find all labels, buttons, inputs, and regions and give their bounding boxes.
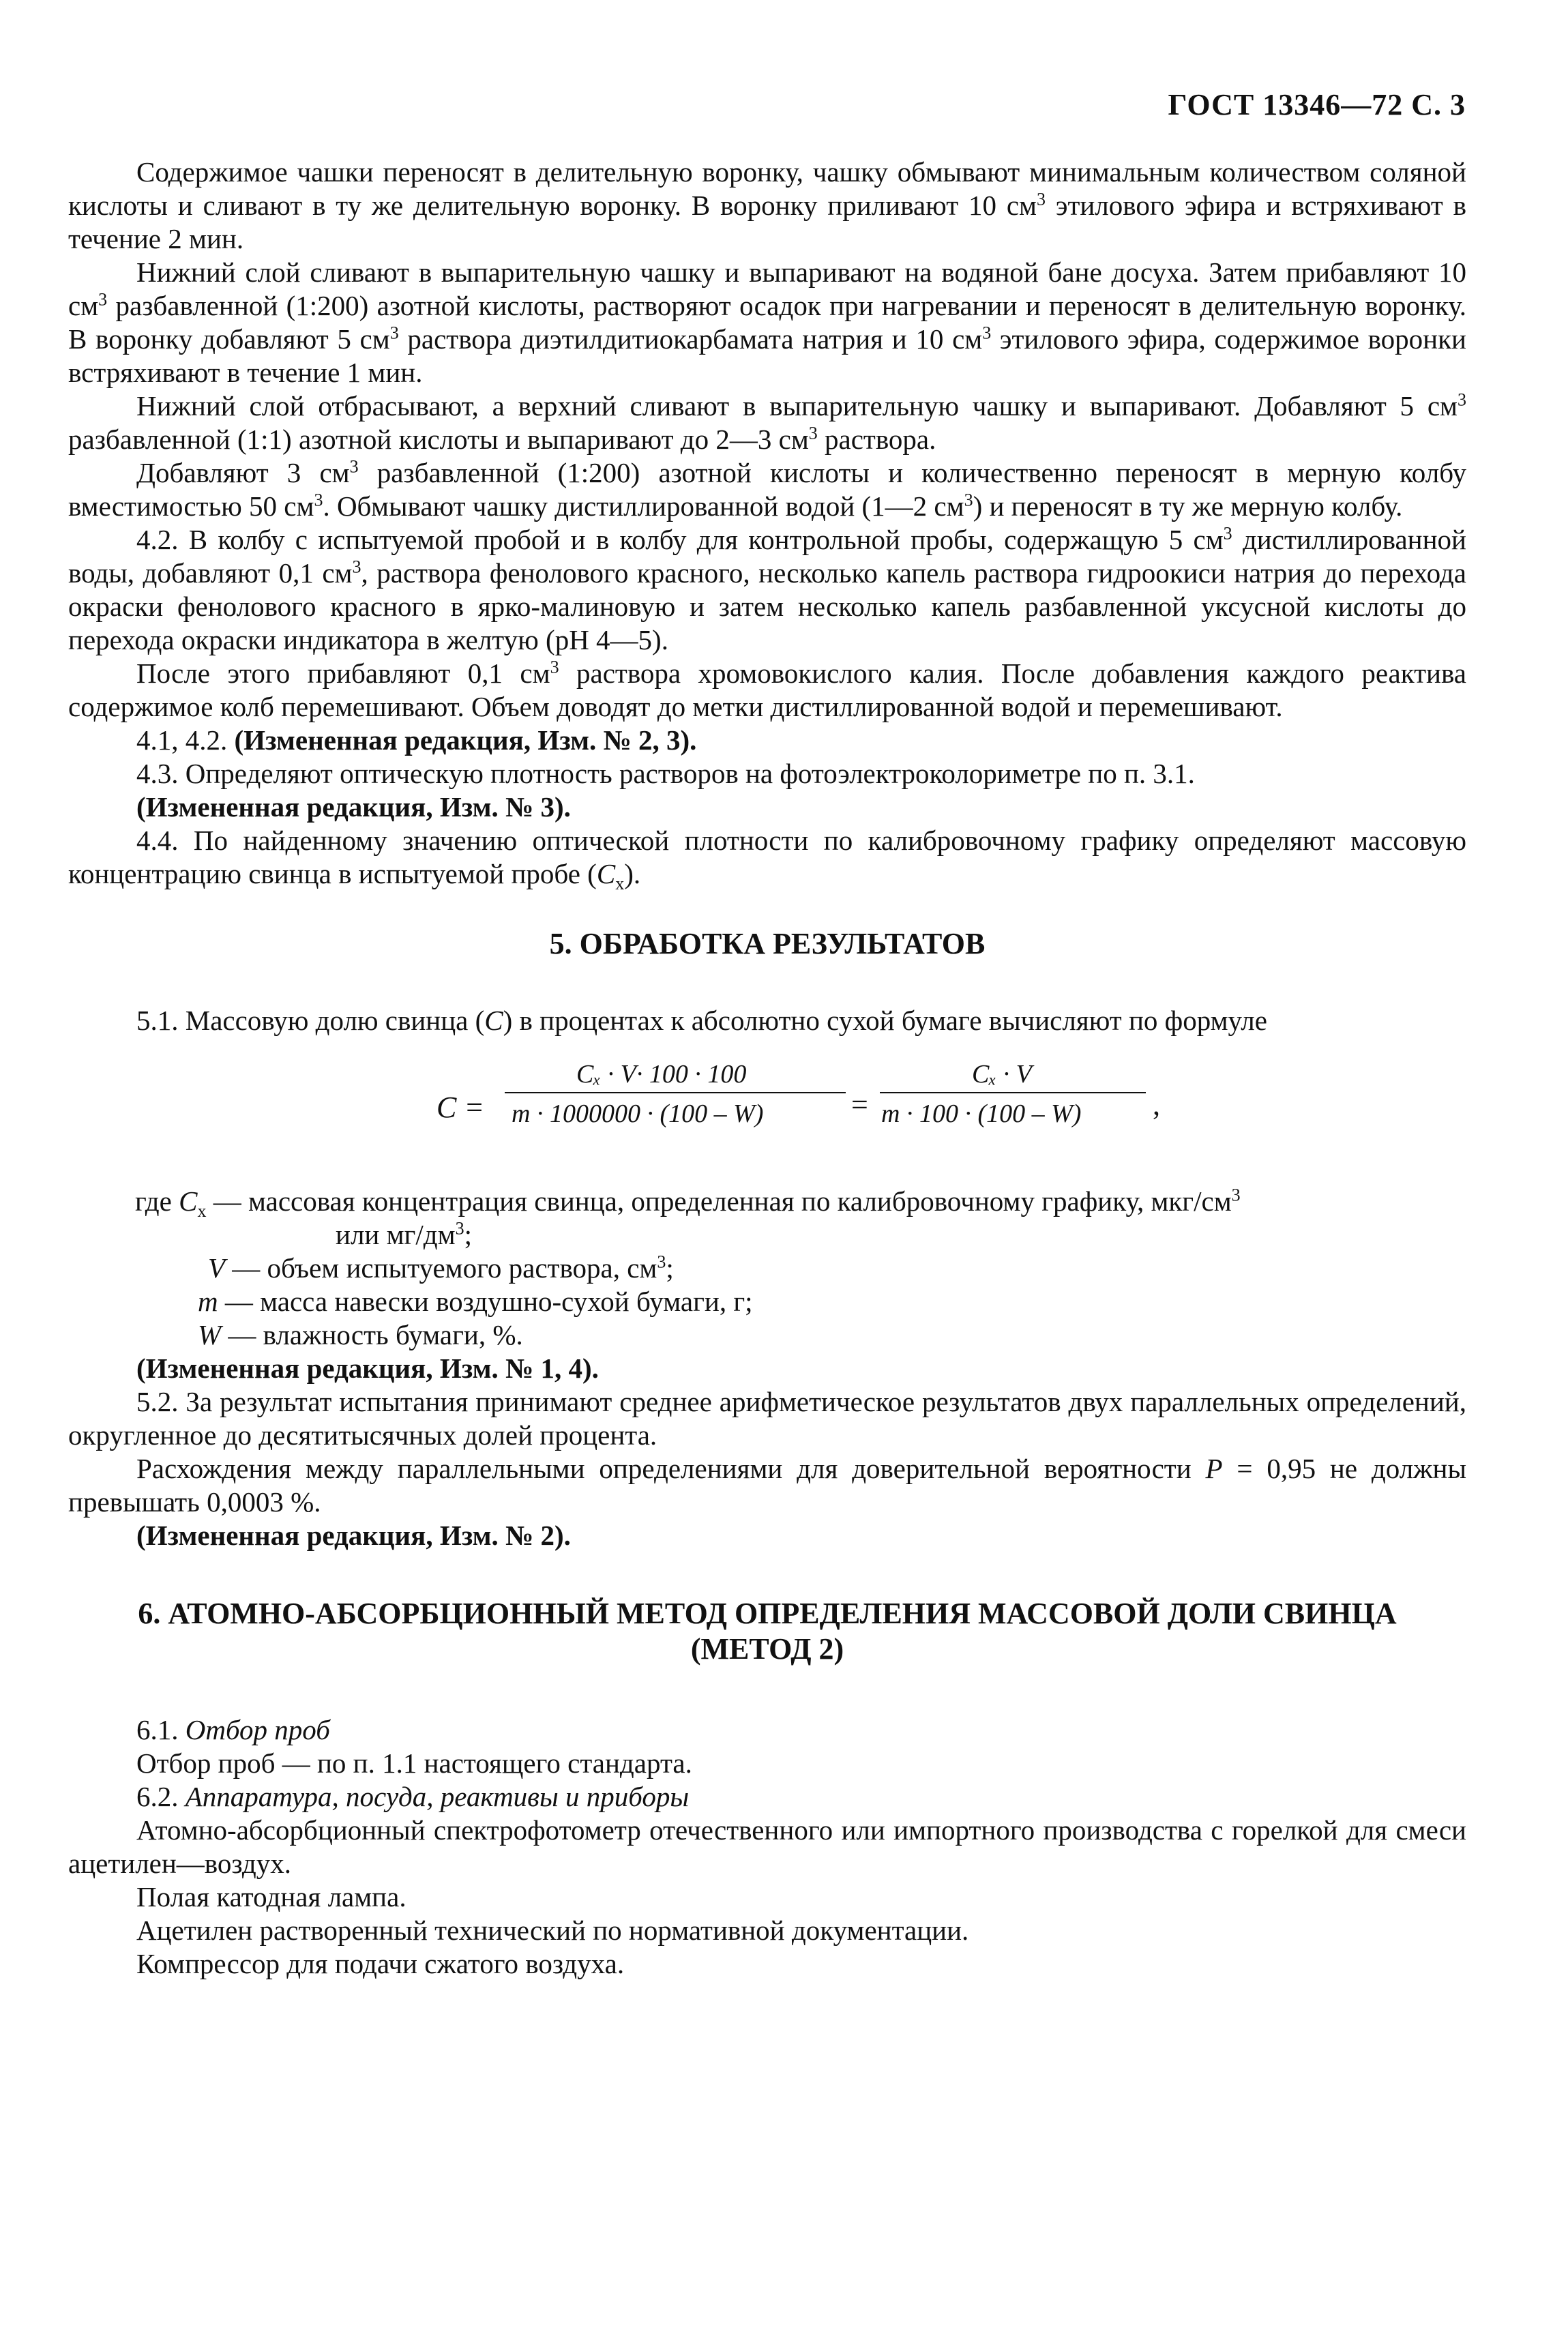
section-title-block — [68, 1596, 1466, 1667]
legend-row: где $C_x$ — массовая концентрация свинца, определенная по калибровочному графику, мкг/$см^3$ — [135, 1185, 1241, 1222]
paragraph: 4.2. В колбу с испытуемой пробой и в колбу для контрольной пробы, содержащую 5 $см^3$ дистиллированной воды, добавляют 0,1 $см^3$, раствора фенолового красного, несколько капель раствора гидроокиси натрия до перехода окраски фенолового красного в ярко-малиновую и затем несколько капель разбавленной уксусной кислоты до перехода окраски индикатора в желтую (рН 4—5). — [68, 523, 1467, 655]
paragraph: Нижний слой отбрасывают, а верхний сливают в выпарительную чашку и выпаривают. Добавляют 5 $см^3$ разбавленной (1:1) азотной кислоты и выпаривают до 2—3 $см^3$ раствора. — [68, 389, 1466, 455]
paragraph: Нижний слой сливают в выпарительную чашку и выпаривают на водяной бане досуха. Затем прибавляют 10 $см^3$ разбавленной (1:200) азотной кислоты, растворяют осадок при нагревании и переносят в делительную воронку. В воронку добавляют 5 $см^3$ раствора диэтилдитиокарбамата натрия и 10 $см^3$ этилового эфира, содержимое воронки встряхивают в течение 1 мин. — [68, 256, 1466, 388]
formula-numerator-2: Cₓ · V — [972, 1060, 1032, 1089]
paragraph: После этого прибавляют 0,1 $см^3$ раствора хромовокислого калия. После добавления каждого реактива содержимое колб перемешивают. Объем доводят до метки дистиллированной водой и перемешивают. — [68, 657, 1467, 722]
paragraph: Содержимое чашки переносят в делительную воронку, чашку обмывают минимальным количеством соляной кислоты и сливают в ту же делительную воронку. В воронку приливают 10 $см^3$ этилового эфира и встряхивают в течение 2 мин. — [68, 156, 1466, 254]
formula-equals: = — [851, 1088, 868, 1121]
legend-row: m — масса навески воздушно-сухой бумаги, г; — [198, 1286, 753, 1317]
formula-comma: , — [1153, 1088, 1160, 1121]
formula — [68, 1057, 1466, 1159]
subsection-heading: 6.1. Отбор проб — [136, 1714, 330, 1745]
edit-note: (Измененная редакция, Изм. № 3). — [136, 791, 571, 823]
section-title: 6. АТОМНО-АБСОРБЦИОННЫЙ МЕТОД ОПРЕДЕЛЕНИЯ МАССОВОЙ ДОЛИ СВИНЦА — [138, 1597, 1397, 1630]
formula-lhs: C = — [437, 1091, 485, 1124]
paragraph: Компрессор для подачи сжатого воздуха. — [136, 1948, 625, 1979]
paragraph: Атомно-абсорбционный спектрофотометр отечественного или импортного производства с горелкой для смеси ацетилен—воздух. — [68, 1814, 1466, 1879]
formula-legend — [68, 1185, 1466, 1352]
edit-note: (Измененная редакция, Изм. № 2). — [136, 1520, 571, 1551]
formula-denominator-2: m · 100 · (100 – W) — [881, 1099, 1082, 1128]
fraction-bar — [505, 1092, 846, 1093]
paragraph: Расхождения между параллельными определениями для доверительной вероятности P = 0,95 не должны превышать 0,0003 %. — [68, 1453, 1466, 1518]
paragraph: 5.2. За результат испытания принимают среднее арифметическое результатов двух параллельных определений, округленное до десятитысячных долей процента. — [68, 1386, 1466, 1451]
legend-row: V — объем испытуемого раствора, $см^3$; — [208, 1252, 674, 1284]
page-header: ГОСТ 13346—72 С. 3 — [1168, 88, 1466, 121]
legend-row: W — влажность бумаги, %. — [198, 1319, 523, 1350]
legend-row: или $мг/дм^3$; — [336, 1218, 472, 1250]
edit-note: (Измененная редакция, Изм. № 1, 4). — [136, 1353, 599, 1384]
section-subtitle: (МЕТОД 2) — [690, 1632, 844, 1666]
formula-numerator-1: Cₓ · V· 100 · 100 — [576, 1060, 747, 1089]
paragraph: Добавляют 3 $см^3$ разбавленной (1:200) азотной кислоты и количественно переносят в мерную колбу вместимостью 50 $см^3$. Обмывают чашку дистиллированной водой (1—2 $см^3$) и переносят в ту же мерную колбу. — [68, 456, 1466, 522]
paragraph: 4.4. По найденному значению оптической плотности по калибровочному графику определяют массовую концентрацию свинца в испытуемой пробе $(C_x)$. — [68, 825, 1466, 894]
paragraph: Отбор проб — по п. 1.1 настоящего стандарта. — [136, 1747, 692, 1779]
paragraph: Полая катодная лампа. — [136, 1881, 406, 1912]
paragraph: 4.1, 4.2. (Измененная редакция, Изм. № 2, 3). — [136, 724, 697, 756]
paragraph: 4.3. Определяют оптическую плотность растворов на фотоэлектроколориметре по п. 3.1. — [136, 758, 1195, 789]
fraction-bar — [880, 1092, 1146, 1093]
section-title: 5. ОБРАБОТКА РЕЗУЛЬТАТОВ — [549, 927, 986, 960]
document-body — [68, 156, 1466, 1981]
paragraph: Ацетилен растворенный технический по нормативной документации. — [136, 1915, 969, 1946]
formula-denominator-1: m · 1000000 · (100 – W) — [512, 1099, 764, 1128]
paragraph: 5.1. Массовую долю свинца (C) в процентах к абсолютно сухой бумаге вычисляют по формуле — [136, 1005, 1267, 1036]
subsection-heading: 6.2. Аппаратура, посуда, реактивы и приборы — [136, 1781, 690, 1812]
